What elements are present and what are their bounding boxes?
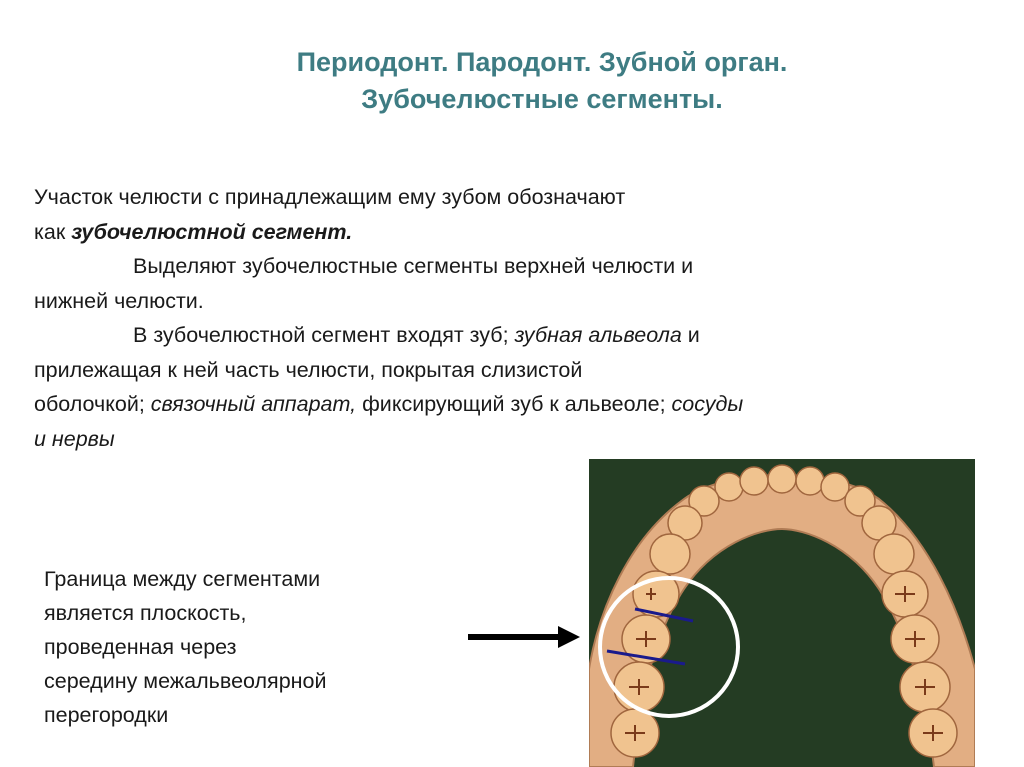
- paragraph-text: как: [34, 219, 72, 244]
- caption-line: перегородки: [44, 703, 169, 727]
- caption-line: является плоскость,: [44, 601, 247, 625]
- caption-line: Граница между сегментами: [44, 567, 321, 591]
- paragraph-text: фиксирующий зуб к альвеоле;: [356, 392, 672, 416]
- paragraph-text: и: [681, 323, 700, 347]
- paragraph-line: [34, 387, 994, 422]
- slide-title: [0, 44, 1024, 118]
- paragraph-line: Участок челюсти с принадлежащим ему зубом обозначают: [34, 185, 626, 209]
- paragraph-line: Выделяют зубочелюстные сегменты верхней челюсти и: [133, 254, 694, 278]
- title-line-2: Зубочелюстные сегменты.: [361, 84, 723, 114]
- paragraph-text: В зубочелюстной сегмент входят зуб;: [133, 323, 515, 347]
- term-alveolus: зубная альвеола: [514, 323, 682, 347]
- title-line-1: Периодонт. Пародонт. Зубной орган.: [296, 47, 788, 77]
- paragraph-line: [34, 215, 994, 250]
- definition-paragraph: [34, 180, 994, 456]
- caption-line: середину межальвеолярной: [44, 669, 327, 693]
- term-dentoalveolar-segment: зубочелюстной сегмент.: [71, 219, 353, 244]
- term-ligament-apparatus: связочный аппарат,: [150, 392, 357, 416]
- boundary-caption: [44, 562, 464, 732]
- arrow-right-icon: [468, 626, 580, 648]
- paragraph-line: нижней челюсти.: [34, 288, 204, 313]
- term-nerves: и нервы: [34, 426, 115, 451]
- caption-line: проведенная через: [44, 635, 237, 659]
- paragraph-line: [34, 318, 994, 353]
- dental-arch-image: [589, 459, 975, 767]
- term-vessels: сосуды: [671, 392, 744, 416]
- paragraph-text: оболочкой;: [34, 392, 151, 416]
- paragraph-line: прилежащая к ней часть челюсти, покрытая слизистой: [34, 357, 583, 382]
